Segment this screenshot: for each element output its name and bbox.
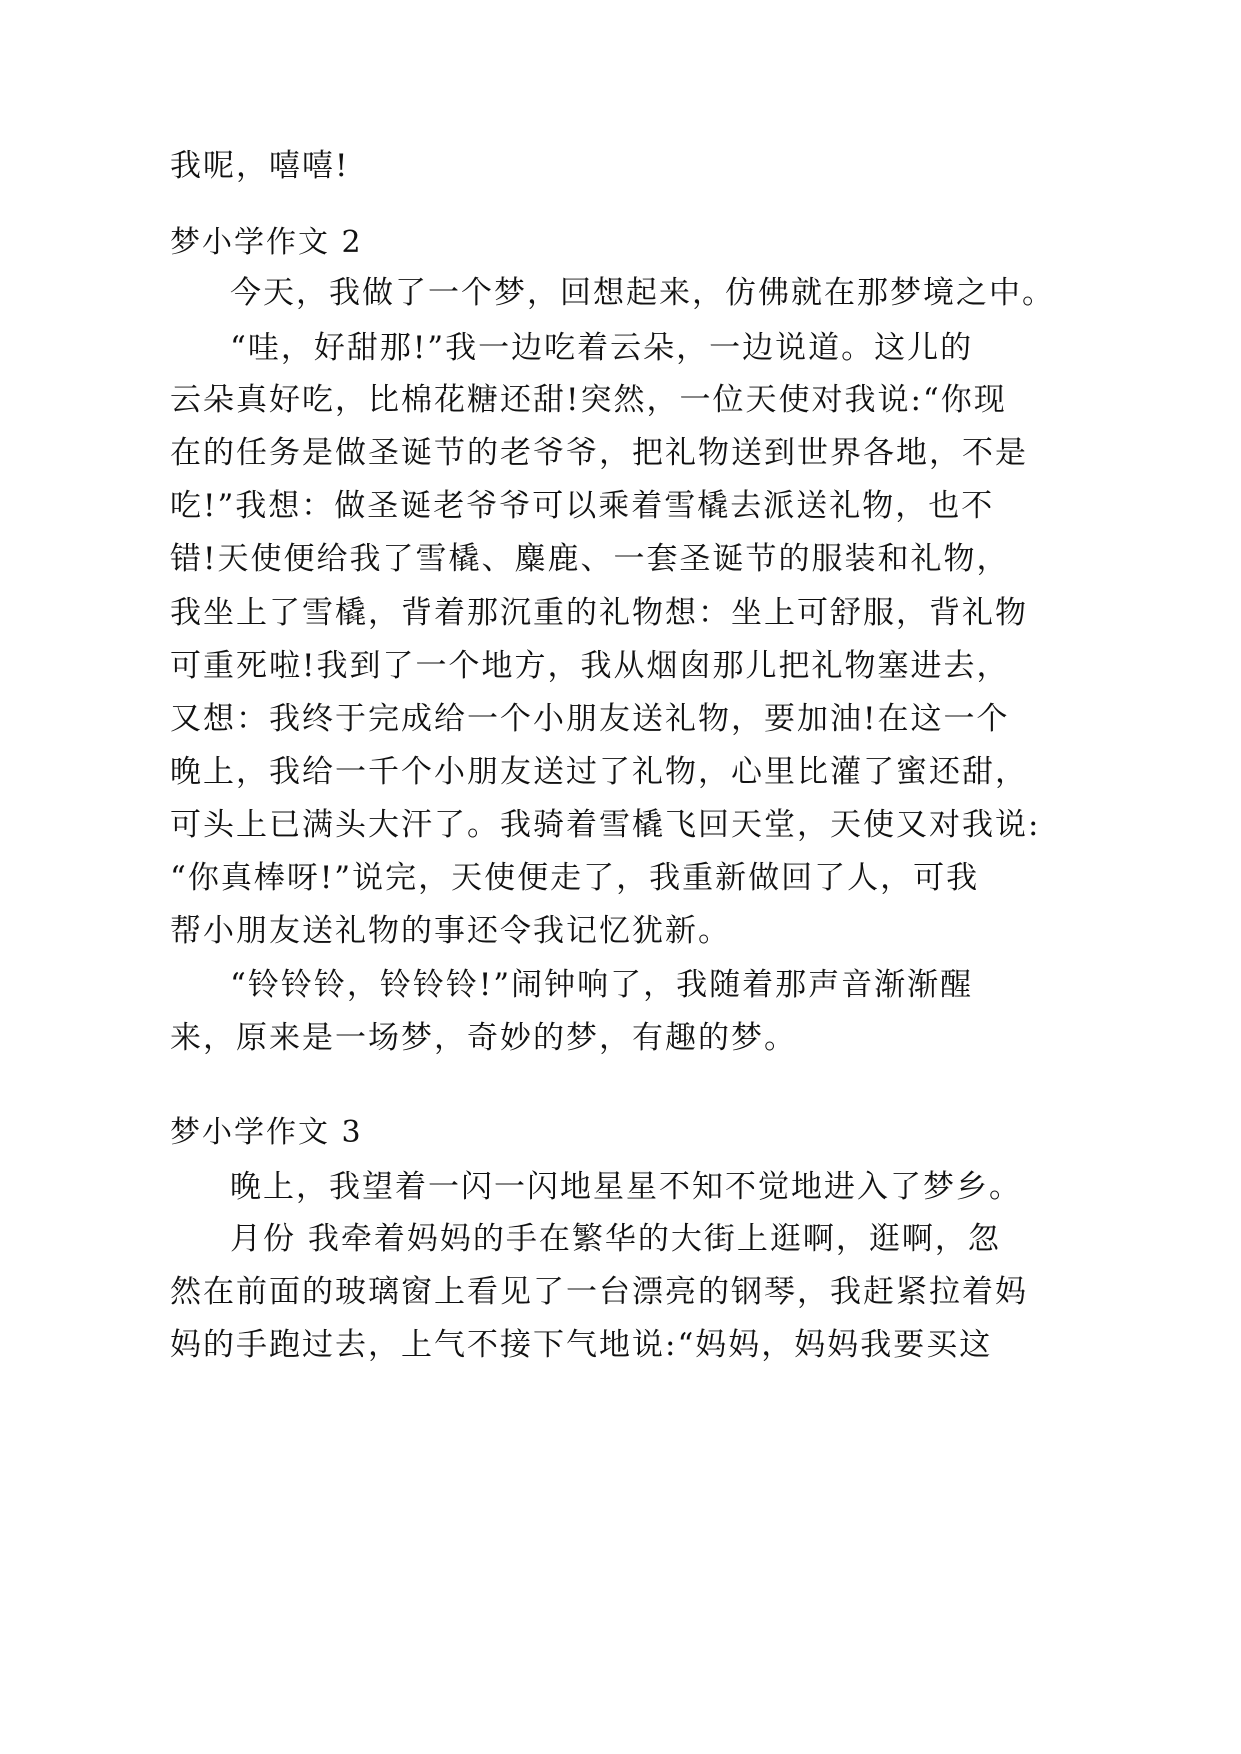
paragraph-line: 云朵真好吃，比棉花糖还甜!突然，一位天使对我说:“你现 bbox=[170, 382, 1007, 418]
paragraph-line: 可重死啦!我到了一个地方，我从烟囱那儿把礼物塞进去， bbox=[170, 648, 1010, 684]
paragraph-line: 又想：我终于完成给一个小朋友送礼物，要加油!在这一个 bbox=[170, 701, 1010, 737]
paragraph-line: “哇，好甜那!”我一边吃着云朵，一边说道。这儿的 bbox=[230, 330, 974, 366]
paragraph-line: 吃!”我想：做圣诞老爷爷可以乘着雪橇去派送礼物，也不 bbox=[170, 488, 995, 524]
paragraph-line: 帮小朋友送礼物的事还令我记忆犹新。 bbox=[170, 913, 731, 949]
paragraph-line: 月份 我牵着妈妈的手在繁华的大街上逛啊，逛啊，忽 bbox=[230, 1221, 1001, 1257]
paragraph-line: “你真棒呀!”说完，天使便走了，我重新做回了人，可我 bbox=[170, 860, 980, 896]
paragraph-line: 今天，我做了一个梦，回想起来，仿佛就在那梦境之中。 bbox=[230, 275, 1055, 311]
paragraph-line: 来，原来是一场梦，奇妙的梦，有趣的梦。 bbox=[170, 1020, 797, 1056]
essay-title: 梦小学作文 2 bbox=[170, 225, 363, 260]
paragraph-line: 晚上，我望着一闪一闪地星星不知不觉地进入了梦乡。 bbox=[230, 1169, 1022, 1205]
paragraph-line: 可头上已满头大汗了。我骑着雪橇飞回天堂，天使又对我说: bbox=[170, 807, 1041, 843]
essay-title: 梦小学作文 3 bbox=[170, 1115, 363, 1150]
paragraph-line: 妈的手跑过去，上气不接下气地说:“妈妈，妈妈我要买这 bbox=[170, 1327, 993, 1363]
paragraph-line: 晚上，我给一千个小朋友送过了礼物，心里比灌了蜜还甜， bbox=[170, 754, 1028, 790]
paragraph-line: 然在前面的玻璃窗上看见了一台漂亮的钢琴，我赶紧拉着妈 bbox=[170, 1274, 1028, 1310]
paragraph-line: 我坐上了雪橇，背着那沉重的礼物想：坐上可舒服，背礼物 bbox=[170, 595, 1028, 631]
paragraph-line: “铃铃铃，铃铃铃!”闹钟响了，我随着那声音渐渐醒 bbox=[230, 967, 974, 1003]
text-line: 我呢，嘻嘻! bbox=[170, 148, 350, 184]
paragraph-line: 错!天使便给我了雪橇、麋鹿、一套圣诞节的服装和礼物， bbox=[170, 541, 1010, 577]
paragraph-line: 在的任务是做圣诞节的老爷爷，把礼物送到世界各地，不是 bbox=[170, 435, 1028, 471]
